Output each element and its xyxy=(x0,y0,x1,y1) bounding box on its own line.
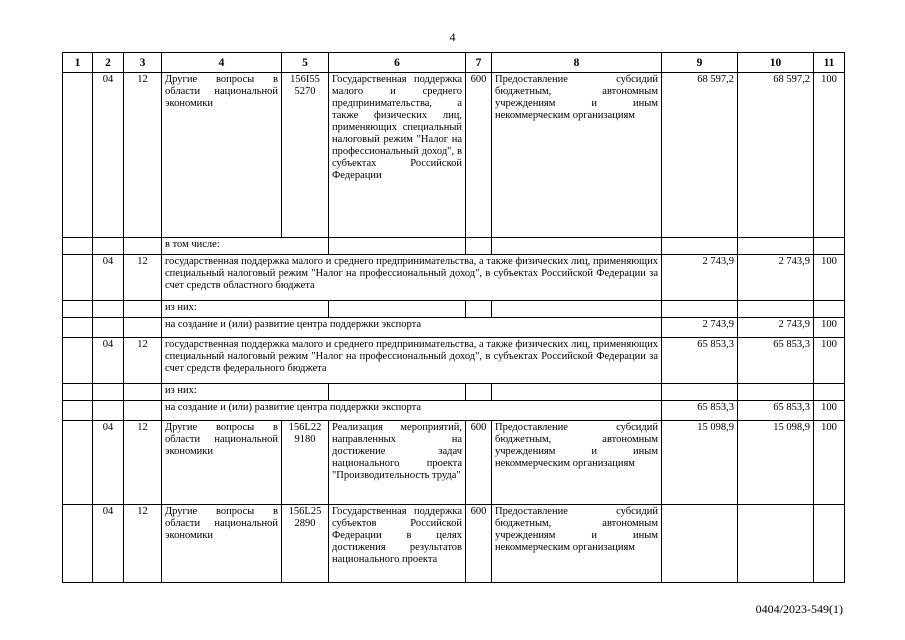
cell-section xyxy=(93,301,124,318)
cell-percent: 100 xyxy=(814,318,845,338)
cell-col1 xyxy=(63,338,93,384)
cell-target-code: 156L22 9180 xyxy=(282,421,329,505)
cell-expense-name: Предоставление субсидий бюджетным, автономным учреждениям и иным некоммерческим организациям xyxy=(492,505,662,583)
cell-subsection: 12 xyxy=(124,255,162,301)
cell-subsection xyxy=(124,318,162,338)
cell-col1 xyxy=(63,73,93,238)
table-row xyxy=(63,401,845,421)
cell-amount-fact xyxy=(738,301,814,318)
cell-amount-fact: 65 853,3 xyxy=(738,338,814,384)
cell-amount-fact: 68 597,2 xyxy=(738,73,814,238)
cell-section xyxy=(93,401,124,421)
cell-col1 xyxy=(63,384,93,401)
cell-col1 xyxy=(63,301,93,318)
cell-amount-plan: 15 098,9 xyxy=(662,421,738,505)
col-header-8: 8 xyxy=(492,53,662,73)
cell-col1 xyxy=(63,505,93,583)
cell-expense-type: 600 xyxy=(466,73,492,238)
cell-subsection xyxy=(124,301,162,318)
cell-percent: 100 xyxy=(814,401,845,421)
col-header-4: 4 xyxy=(162,53,282,73)
cell-col1 xyxy=(63,401,93,421)
cell-percent xyxy=(814,238,845,255)
cell-target-code: 156I55 5270 xyxy=(282,73,329,238)
cell-section-name: Другие вопросы в области национальной экономики xyxy=(162,421,282,505)
cell-target-name: Государственная поддержка субъектов Российской Федерации в целях достижения результатов национального проекта xyxy=(329,505,466,583)
col-header-3: 3 xyxy=(124,53,162,73)
col-header-9: 9 xyxy=(662,53,738,73)
table-header-row xyxy=(63,53,845,73)
cell-expense-name: Предоставление субсидий бюджетным, автономным учреждениям и иным некоммерческим организациям xyxy=(492,73,662,238)
table-row xyxy=(63,301,845,318)
cell-percent: 100 xyxy=(814,338,845,384)
table-row xyxy=(63,73,845,238)
cell-amount-fact: 2 743,9 xyxy=(738,255,814,301)
cell-section-name: Другие вопросы в области национальной экономики xyxy=(162,73,282,238)
cell-amount-plan xyxy=(662,238,738,255)
cell-span-description: на создание и (или) развитие центра поддержки экспорта xyxy=(162,401,662,421)
cell-expense-type: 600 xyxy=(466,505,492,583)
cell-amount-plan: 65 853,3 xyxy=(662,338,738,384)
cell-amount-fact: 15 098,9 xyxy=(738,421,814,505)
cell-expense-name xyxy=(492,238,662,255)
cell-col1 xyxy=(63,318,93,338)
cell-target-name: Государственная поддержка малого и среднего предпринимательства, а также физических лиц, применяющих специальный налоговый режим "Налог на профессиональный доход", в субъектах Российской Федерации xyxy=(329,73,466,238)
cell-span-description: государственная поддержка малого и среднего предпринимательства, а также физических лиц, применяющих специальный налоговый режим "Налог на профессиональный доход", в субъектах Российской Федерации за счет средств областного бюджета xyxy=(162,255,662,301)
cell-col1 xyxy=(63,238,93,255)
cell-amount-plan xyxy=(662,301,738,318)
col-header-10: 10 xyxy=(738,53,814,73)
cell-section: 04 xyxy=(93,505,124,583)
cell-amount-plan: 68 597,2 xyxy=(662,73,738,238)
cell-amount-fact xyxy=(738,505,814,583)
cell-percent: 100 xyxy=(814,255,845,301)
cell-subsection xyxy=(124,384,162,401)
cell-section: 04 xyxy=(93,421,124,505)
cell-expense-name xyxy=(492,384,662,401)
col-header-6: 6 xyxy=(329,53,466,73)
cell-subsection: 12 xyxy=(124,338,162,384)
cell-target-code: 156L25 2890 xyxy=(282,505,329,583)
cell-target-name xyxy=(329,301,466,318)
cell-expense-type xyxy=(466,301,492,318)
cell-amount-fact xyxy=(738,238,814,255)
table-row xyxy=(63,238,845,255)
cell-col1 xyxy=(63,255,93,301)
cell-expense-type xyxy=(466,238,492,255)
cell-note: в том числе: xyxy=(162,238,329,255)
cell-section xyxy=(93,318,124,338)
cell-expense-type xyxy=(466,384,492,401)
page-number: 4 xyxy=(449,30,456,44)
col-header-11: 11 xyxy=(814,53,845,73)
cell-target-name: Реализация мероприятий, направленных на достижение задач национального проекта "Производительность труда" xyxy=(329,421,466,505)
cell-amount-plan: 2 743,9 xyxy=(662,255,738,301)
cell-target-name xyxy=(329,238,466,255)
cell-expense-name xyxy=(492,301,662,318)
cell-percent: 100 xyxy=(814,73,845,238)
cell-percent xyxy=(814,384,845,401)
col-header-2: 2 xyxy=(93,53,124,73)
cell-amount-plan: 65 853,3 xyxy=(662,401,738,421)
col-header-7: 7 xyxy=(466,53,492,73)
cell-expense-name: Предоставление субсидий бюджетным, автономным учреждениям и иным некоммерческим организациям xyxy=(492,421,662,505)
cell-target-name xyxy=(329,384,466,401)
table-row xyxy=(63,384,845,401)
table-row xyxy=(63,338,845,384)
cell-percent xyxy=(814,505,845,583)
table-row xyxy=(63,318,845,338)
cell-expense-type: 600 xyxy=(466,421,492,505)
budget-table xyxy=(62,52,845,583)
table-row xyxy=(63,255,845,301)
document-code: 0404/2023-549(1) xyxy=(755,602,843,616)
cell-span-description: на создание и (или) развитие центра поддержки экспорта xyxy=(162,318,662,338)
cell-percent: 100 xyxy=(814,421,845,505)
cell-subsection: 12 xyxy=(124,73,162,238)
cell-section xyxy=(93,238,124,255)
cell-span-description: государственная поддержка малого и среднего предпринимательства, а также физических лиц, применяющих специальный налоговый режим "Налог на профессиональный доход", в субъектах Российской Федерации за счет средств федерального бюджета xyxy=(162,338,662,384)
cell-section: 04 xyxy=(93,338,124,384)
cell-section-name: Другие вопросы в области национальной экономики xyxy=(162,505,282,583)
cell-subsection xyxy=(124,401,162,421)
cell-subsection: 12 xyxy=(124,505,162,583)
table-row xyxy=(63,421,845,505)
cell-note: из них: xyxy=(162,384,329,401)
cell-amount-plan: 2 743,9 xyxy=(662,318,738,338)
cell-subsection: 12 xyxy=(124,421,162,505)
col-header-1: 1 xyxy=(63,53,93,73)
table-row xyxy=(63,505,845,583)
cell-section: 04 xyxy=(93,73,124,238)
cell-col1 xyxy=(63,421,93,505)
cell-note: из них: xyxy=(162,301,329,318)
cell-section xyxy=(93,384,124,401)
col-header-5: 5 xyxy=(282,53,329,73)
cell-amount-fact: 65 853,3 xyxy=(738,401,814,421)
cell-section: 04 xyxy=(93,255,124,301)
cell-amount-plan xyxy=(662,384,738,401)
cell-percent xyxy=(814,301,845,318)
cell-amount-fact: 2 743,9 xyxy=(738,318,814,338)
cell-amount-plan xyxy=(662,505,738,583)
cell-amount-fact xyxy=(738,384,814,401)
cell-subsection xyxy=(124,238,162,255)
